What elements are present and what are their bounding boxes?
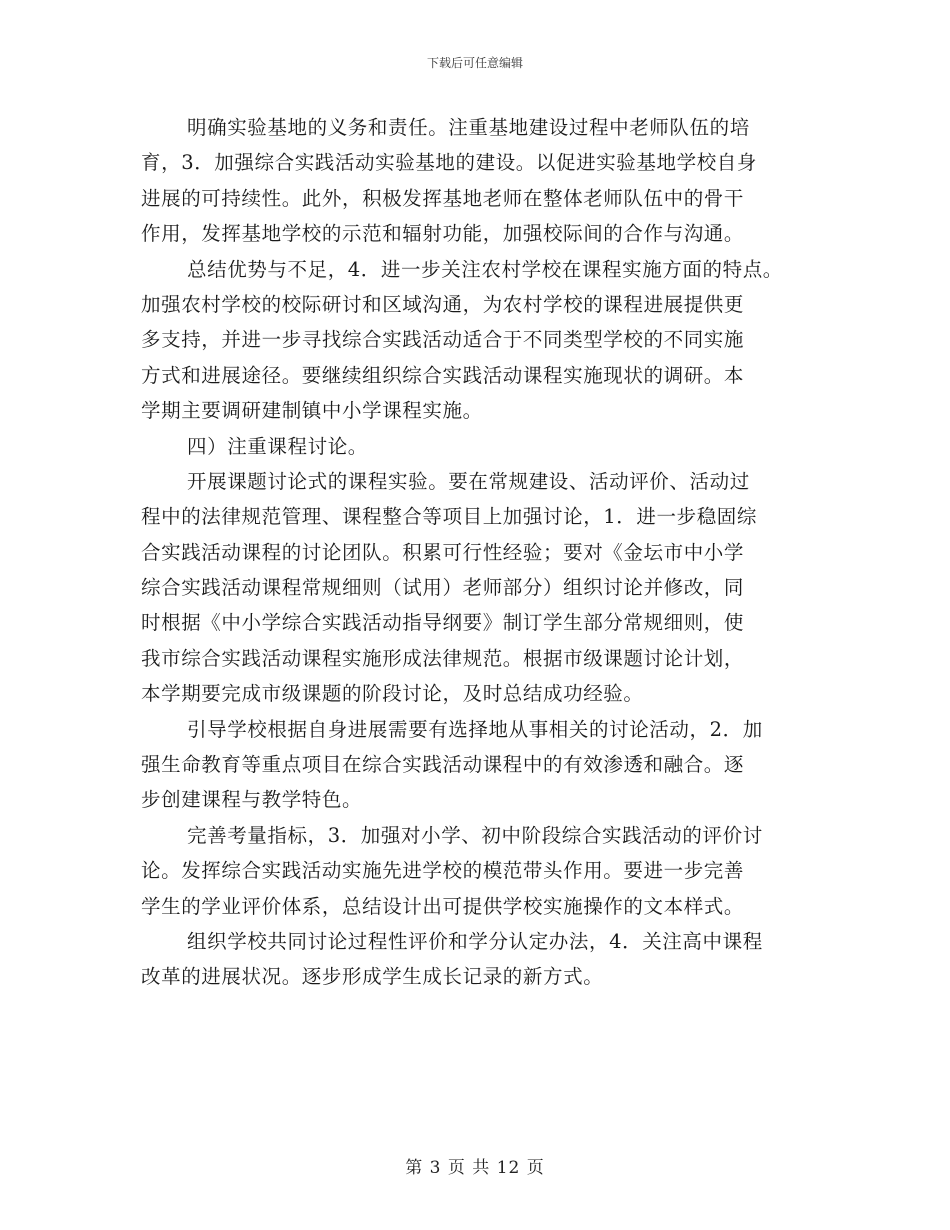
paragraph-line: 改革的进展状况。逐步形成学生成长记录的新方式。: [141, 965, 604, 989]
paragraph-line: 进展的可持续性。此外，积极发挥基地老师在整体老师队伍中的骨干: [141, 186, 745, 210]
document-body: [141, 110, 831, 995]
paragraph-line: 总结优势与不足，4．进一步关注农村学校在课程实施方面的特点。: [187, 257, 783, 281]
paragraph-line: 时根据《中小学综合实践活动指导纲要》制订学生部分常规细则，使: [141, 611, 745, 635]
paragraph-line: 引导学校根据自身进展需要有选择地从事相关的讨论活动，2．加: [187, 717, 763, 741]
paragraph-line: 开展课题讨论式的课程实验。要在常规建设、活动评价、活动过: [187, 469, 750, 493]
paragraph-line: 程中的法律规范管理、课程整合等项目上加强讨论，1．进一步稳固综: [141, 505, 758, 529]
paragraph-line: 综合实践活动课程常规细则（试用）老师部分）组织讨论并修改，同: [141, 576, 745, 600]
paragraph-line: 完善考量指标，3．加强对小学、初中阶段综合实践活动的评价讨: [187, 823, 763, 847]
paragraph-line: 作用，发挥基地学校的示范和辐射功能，加强校际间的合作与沟通。: [141, 222, 745, 246]
page-header: 下载后可任意编辑: [426, 56, 523, 70]
page-number: 第 3 页 共 12 页: [405, 1158, 545, 1178]
paragraph-line: 学期主要调研建制镇中小学课程实施。: [141, 399, 483, 423]
paragraph-line: 合实践活动课程的讨论团队。积累可行性经验；要对《金坛市中小学: [141, 540, 745, 564]
paragraph-line: 方式和进展途径。要继续组织综合实践活动课程实施现状的调研。本: [141, 363, 745, 387]
section-heading: 四）注重课程讨论。: [187, 434, 368, 458]
paragraph-line: 学生的学业评价体系，总结设计出可提供学校实施操作的文本样式。: [141, 894, 745, 918]
paragraph-line: 明确实验基地的义务和责任。注重基地建设过程中老师队伍的培: [187, 116, 750, 139]
paragraph-line: 加强农村学校的校际研讨和区域沟通，为农村学校的课程进展提供更: [141, 292, 745, 316]
paragraph-line: 步创建课程与教学特色。: [141, 788, 363, 812]
paragraph-line: 论。发挥综合实践活动实施先进学校的模范带头作用。要进一步完善: [141, 859, 745, 883]
paragraph-line: 多支持，并进一步寻找综合实践活动适合于不同类型学校的不同实施: [141, 328, 745, 352]
paragraph-line: 强生命教育等重点项目在综合实践活动课程中的有效渗透和融合。逐: [141, 753, 745, 777]
paragraph-line: 本学期要完成市级课题的阶段讨论，及时总结成功经验。: [141, 682, 644, 706]
paragraph-line: 育，3．加强综合实践活动实验基地的建设。以促进实验基地学校自身: [141, 151, 758, 175]
paragraph-line: 组织学校共同讨论过程性评价和学分认定办法，4．关注高中课程: [187, 929, 763, 953]
paragraph-line: 我市综合实践活动课程实施形成法律规范。根据市级课题讨论计划，: [141, 646, 745, 670]
